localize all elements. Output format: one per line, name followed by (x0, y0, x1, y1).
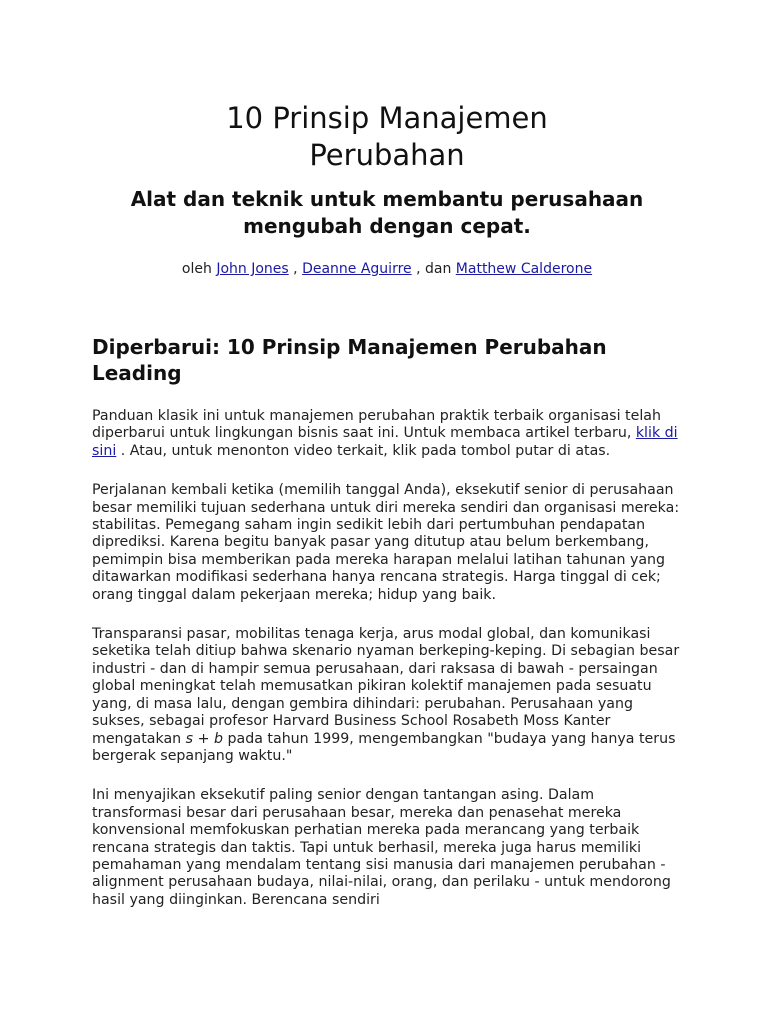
paragraph-3-text-before: Transparansi pasar, mobilitas tenaga kerja, arus modal global, dan komunikasi seketika telah ditiup bahwa skenario nyaman berkeping-keping. Di sebagian besar industri - dan di hampir semua perusahaan, dari raksasa di bawah - persaingan global meningkat telah memusatkan pikiran kolektif manajemen pada sesuatu yang, di masa lalu, dengan gembira dihindari: perubahan. Perusahaan yang sukses, sebagai profesor Harvard Business School Rosabeth Moss Kanter mengatakan (92, 626, 680, 747)
author-link-john-jones[interactable]: John Jones (216, 261, 289, 277)
byline-prefix: oleh (181, 261, 217, 277)
paragraph-2: Perjalanan kembali ketika (memilih tanggal Anda), eksekutif senior di perusahaan besar memiliki tujuan sederhana untuk diri mereka sendiri dan organisasi mereka: stabilitas. Pemegang saham ingin sedikit lebih dari pertumbuhan pendapatan diprediksi. Karena begitu banyak pasar yang ditutup atau belum berkembang, pemimpin bisa memberikan pada mereka harapan melalui latihan tahunan yang ditawarkan modifikasi sederhana hanya rencana strategis. Harga tinggal di cek; orang tinggal dalam pekerjaan mereka; hidup yang baik. (92, 482, 680, 603)
paragraph-1-text-after: . Atau, untuk menonton video terkait, klik pada tombol putar di atas. (116, 442, 611, 459)
page-title: 10 Prinsip Manajemen Perubahan (226, 101, 548, 172)
paragraph-3-text-after: pada tahun 1999, mengembangkan "budaya yang hanya terus bergerak sepanjang waktu." (92, 730, 676, 764)
formula-s: s (185, 730, 194, 747)
formula-plus: + (193, 730, 214, 747)
paragraph-4: Ini menyajikan eksekutif paling senior dengan tantangan asing. Dalam transformasi besar dari perusahaan besar, mereka dan penasehat mereka konvensional memfokuskan perhatian mereka pada merancang yang terbaik rencana strategis dan taktis. Tapi untuk berhasil, mereka juga harus memiliki pemahaman yang mendalam tentang sisi manusia dari manajemen perubahan - alignment perusahaan budaya, nilai-nilai, orang, dan perilaku - untuk mendorong hasil yang diinginkan. Berencana sendiri (92, 787, 671, 908)
byline (92, 260, 682, 278)
page-subtitle: Alat dan teknik untuk membantu perusahaan mengubah dengan cepat. (130, 187, 644, 238)
click-here-link[interactable]: klik di sini (92, 425, 678, 459)
paragraph-1-text-before: Panduan klasik ini untuk manajemen perubahan praktik terbaik organisasi telah diperbarui untuk lingkungan bisnis saat ini. Untuk membaca artikel terbaru, (92, 408, 661, 442)
byline-separator-1: , (288, 261, 303, 277)
byline-separator-2: , dan (411, 261, 456, 277)
formula-b: b (214, 730, 224, 747)
paragraph-1 (92, 408, 682, 460)
author-link-deanne-aguirre[interactable]: Deanne Aguirre (302, 261, 412, 277)
section-heading: Diperbarui: 10 Prinsip Manajemen Perubahan Leading (92, 335, 607, 385)
document-page (92, 100, 682, 909)
paragraph-3 (92, 626, 682, 765)
author-link-matthew-calderone[interactable]: Matthew Calderone (455, 261, 593, 277)
